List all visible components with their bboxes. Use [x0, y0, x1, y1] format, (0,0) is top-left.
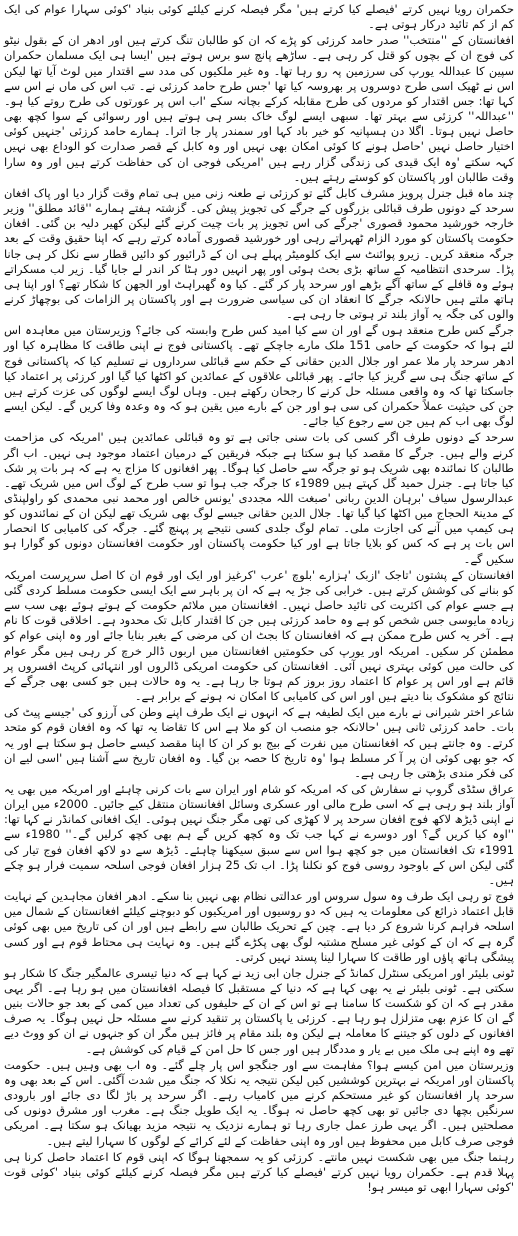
- article-paragraph: ٹونی بلیئر اور امریکی سنٹرل کمانڈ کے جنرل جان ابی زید نے کہا ہے کہ دنیا تیسری عالمگیر جنگ کا شکار ہو سکتی ہے۔ ٹونی بلیئر نے یہ بھی کہا ہے کہ دنیا کے مستقبل کا فیصلہ افغانستان میں ہو رہا ہے۔ اگر یہی مقدر ہے کہ ان کو شکست کا سامنا ہے تو اس کے ان کے حلیفوں کی تعداد میں کمی کے بعد جو حالات بنیں گے ان کا عزم بھی متزلزل ہو رہا ہے۔ کرزئی یا پاکستان پر تنقید کرنے سے مسئلہ حل نہیں ہوگا۔ یہ صرف افغانوں کے دلوں کو جیتنے کا معاملہ ہے لیکن وہ بلند مقام پر فائز ہیں مگر ان کو جنہوں نے ان کو ووٹ دیے تھے وہ اپنے ہی ملک میں بے یار و مددگار ہیں اور جس کا حل امن کے قیام کی کوشش ہے۔: [4, 965, 514, 1056]
- article-paragraph: عراق سٹڈی گروپ نے سفارش کی کہ امریکہ کو شام اور ایران سے بات کرنی چاہئے اور امریکہ میں بھی یہ آواز بلند ہو رہی ہے کہ اسی طرح مالی اور عسکری وسائل افغانستان منتقل کیے جائیں۔ 2000ء میں ایران نے اپنی ڈیڑھ لاکھ فوج افغان سرحد پر لا کھڑی کی تھی مگر جنگ نہیں ہوئی۔ ایک افغانی کمانڈر نے کہا تھا: ''اوہ کیا کریں گے؟ اور دوسرے نے کہا جب تک وہ کچھ کریں گے ہم بھی کچھ کرلیں گے۔'' 1980ء سے 1991ء تک افغانستان میں جو کچھ ہوا اس سے سبق سیکھنا چاہئے۔ ڈیڑھ سے دو لاکھ افغان فوج تیار کی گئی لیکن اس کے باوجود روسی فوج کو نکلنا پڑا۔ اب تک 25 ہزار افغان فوجی اسلحہ سمیت فرار ہو چکے ہیں۔: [4, 781, 515, 887]
- article-paragraph: سرحد کے دونوں طرف اگر کسی کی بات سنی جاتی ہے تو وہ قبائلی عمائدین ہیں 'امریکہ کی مزاحمت کرنے والے ہیں۔ جرگے کا مقصد کیا ہو سکتا ہے جبکہ فریقین کے درمیان اعتماد موجود ہی نہیں۔ اب اگر طالبان کا نمائندہ بھی شریک ہو تو جرگہ سے حاصل کیا ہوگا۔ پھر افغانوں کا مزاج یہ ہے کہ ہر بات پر شک کیا جاتا ہے۔ جنرل حمید گل کہتے ہیں 1989ء کا جرگہ جب ہوا تو سب طرح کے لوگ اس میں شریک تھے۔ عبدالرسول سیاف 'برہان الدین ربانی 'صبغت اللہ مجددی 'یونس خالص اور محمد نبی محمدی کو راولپنڈی کے مدینۃ الحجاج میں اکٹھا کیا گیا تھا۔ جلال الدین حقانی جیسے لوگ بھی شریک تھے لیکن ان کے نمائندوں کو ہی کیمپ میں آنے کی اجازت ملی۔ تمام لوگ جلدی کسی نتیجے پر پہنچ گئے۔ جرگہ کی کامیابی کا انحصار اس بات پر ہے کہ کس کو بلایا جاتا ہے اور کیا حکومت پاکستان اور حکومت افغانستان دونوں کو گوارا ہو سکیں گے۔: [4, 430, 514, 566]
- article-paragraph: چند ماہ قبل جنرل پرویز مشرف کابل گئے تو کرزئی نے طعنہ زنی میں ہی تمام وقت گزار دیا اور پاک افغان سرحد کے دونوں طرف قبائلی بزرگوں کے جرگے کی تجویز پیش کی۔ گزشتہ ہفتے ہمارے ''قائد مطلق'' وزیر خارجہ خورشید محمود قصوری 'جرگے کی اس تجویز پر بات چیت کرنے گئے لیکن کھیر دلیہ بن گئی۔ افغان حکومت پاکستان کو مورد الزام ٹھہراتے رہی اور خورشید قصوری آمادہ کرتے رہے کہ اپنا حقیق وقت کے بعد جرگہ منعقد کریں۔ زیرو پوائنٹ سے ایک کلومیٹر پہلے ہی ان کے ڈرائیور کو دائیں قطار سے نکل کر ہی جانا پڑا۔ سرحدی انتظامیہ کے ساتھ بڑی بحث ہوئی اور پھر انہیں دور ہٹا کر اندر لے جایا گیا۔ زیر لب مسکراتے ہوئے وہ قافلے کے ساتھ آگے بڑھے اور سرحد پار کر گئے۔ کیا وہ گھبراہٹ اور الجھن کا شکار تھے؟ اور اپنا ہی ہاتھ ملتے ہیں حالانکہ جرگے کا انعقاد ان کی سیاسی ضرورت ہے اور پاکستان پر الزامات کی بوچھاڑ کرنے والوں کی جگہ یہ آواز بلند تر ہوتی جا رہی ہے۔: [4, 185, 514, 322]
- article-paragraph: جرگے کس طرح منعقد ہوں گے اور ان سے کیا امید کس طرح وابستہ کی جائے؟ وزیرستان میں معاہدہ اس لئے ہوا کہ حکومت کے حامی 151 ملک مارے جاچکے تھے۔ پاکستانی فوج نے اپنی طاقت کا مظاہرہ کیا اور ادھر سرحد پار ملا عمر اور جلال الدین حقانی کے حکم سے قبائلی سرداروں نے تسلیم کیا کہ پاکستانی فوج کے ساتھ جنگ ہی سے گریز کیا جائے۔ پھر قبائلی علاقوں کے عمائدین کو اکٹھا کیا گیا اور کرزئی پر اعتماد کیا جاسکتا تھا کہ وہ واقعی مسئلہ حل کرنے کا رجحان رکھتے ہیں۔ وہاں لوگ ایسے لوگوں کی عزت کرتے ہیں جن کی حیثیت عملاً حکمران کی سی ہو اور جن کے بارے میں یقین ہو کہ وہ وعدہ وفا کریں گے۔ لیکن ایسے لوگ بھی اب کم ہیں جن سے رجوع کیا جائے۔: [4, 323, 514, 429]
- article-paragraph: افغانستان کے پشتون 'تاجک 'ازبک 'ہزارے 'بلوچ 'عرب 'کرغیز اور ایک اور قوم ان کا اصل سرپرست امریکہ کو بنانے کی کوشش کرتے ہیں۔ خرابی کی جڑ یہ ہے کہ ان پر باہر سے ایک ایسی حکومت مسلط کردی گئی ہے جسے عوام کی اکثریت کی تائید حاصل نہیں۔ افغانستان میں ملائم حکومت کے ہوتے ہوئے بھی سب سے زیادہ مایوسی جس شخص کو ہے وہ حامد کرزئی ہیں جن کا اقتدار کابل تک محدود ہے۔ اخلاقی قوت کا نام ہے۔ آخر یہ کس طرح ممکن ہے کہ افغانستان کا بجٹ ان کی مرضی کے بغیر بنایا جائے اور وہ اپنی عوام کو مطمئن کر سکیں۔ امریکہ اور یورپ کی حکومتیں افغانستان میں اربوں ڈالر خرچ کر رہی ہیں مگر عوام کی حالت میں کوئی بہتری نہیں آئی۔ افغانستان کی حکومت امریکی ڈالروں اور انتہائی کرپٹ افسروں پر قائم ہے اور اس پر عوام کا اعتماد روز بروز کم ہوتا جا رہا ہے۔ یہ وہ حالات ہیں جو کسی بھی جرگے کے نتائج کو مشکوک بنا دیتے ہیں اور اس کی کامیابی کا امکان نہ ہونے کے برابر ہے۔: [4, 567, 514, 704]
- article-paragraph: شاعر اختر شیرانی نے بارے میں ایک لطیفہ ہے کہ انہوں نے ایک طرف اپنے وطن کی آرزو کی 'جیسے پیٹ کی بات۔ حامد کرزئی ثانی ہیں 'حالانکہ جو منصب ان کو ملا ہے اس کا تقاضا یہ تھا کہ وہ افغان قوم کو متحد کرتے۔ وہ جانتے ہیں کہ افغانستان میں نفرت کے بیج بو کر ان کا اپنا مقصد کیسے حاصل ہو سکتا ہے اور یہ کہ جو بھی کوئی ان پر آ کر مسلط ہوا 'وہ تاریخ کا حصہ بن گیا۔ وہ افغان تاریخ سے آشنا ہیں 'اسی لیے ان کی فکر مندی بڑھتی جا رہی ہے۔: [4, 705, 514, 780]
- article-paragraph: رہنما جنگ میں بھی شکست نہیں مانتے۔ کرزئی کو یہ سمجھنا ہوگا کہ اپنی قوم کا اعتماد حاصل کرنا ہی پہلا قدم ہے۔ حکمران رویا نہیں کرتے 'فیصلے کیا کرتے ہیں مگر فیصلہ کرنے کیلئے کوئی بنیاد 'کوئی قوت 'کوئی سہارا ابھی تو میسر ہو!: [4, 1149, 514, 1195]
- article-paragraph: وزیرستان میں امن کیسے ہوا؟ مفاہمت سے اور جنگجو اس پار چلے گئے۔ وہ اب بھی وہیں ہیں۔ حکومت پاکستان اور امریکہ نے بہترین کوششیں کیں لیکن نتیجہ یہ نکلا کہ جنگ میں شدت آگئی۔ اس کے بعد بھی وہ سرحد پار افغانستان کو غیر مستحکم کرنے میں کامیاب رہے۔ اگر سرحد پر باڑ لگا دی جائے اور بارودی سرنگیں بچھا دی جائیں تو بھی کچھ حاصل نہ ہوگا۔ یہ ایک طویل جنگ ہے۔ مغرب اور مشرق دونوں کی مصلحتیں ہیں۔ اگر یہی طرز عمل جاری رہا تو ہمارے نزدیک یہ نتیجہ مزید بھیانک ہو سکتا ہے۔ امریکی فوجی صرف کابل میں محفوظ ہیں اور وہ اپنی حفاظت کے لئے کرائے کے لوگوں کا سہارا لیتے ہیں۔: [4, 1057, 514, 1148]
- article-paragraph: فوج تو رہی ایک طرف وہ سول سروس اور عدالتی نظام بھی نہیں بنا سکے۔ ادھر افغان مجاہدین کے نہایت قابل اعتماد ذرائع کی معلومات یہ ہیں کہ دو روسیوں اور امریکیوں کو دبوچنے کیلئے افغانستان کے شمال میں اسلحہ فراہم کرنا شروع کر دیا ہے۔ چین کے تحریک طالبان سے رابطے ہیں اور ان کی تاریخ میں بھی کوئی گرہ ہے کہ ان کے کوئی غیر مسلح مشتبہ لوگ بھی پکڑے گئے ہیں۔ وہ نہایت ہی محتاط قوم ہے اور کسی پیشگی ہاتھ پاؤں اور طاقت کا سہارا لینا پسند نہیں کرتی۔: [4, 889, 514, 964]
- article-paragraph: افغانستان کے ''منتخب'' صدر حامد کرزئی کو پڑے کہ ان کو طالبان تنگ کرتے ہیں اور ادھر ان کے بقول نیٹو کی فوج ان کے بچوں کو قتل کر رہی ہے۔ ساڑھے پانچ سو برس ہوتے ہیں 'ایسا ہی ایک مسلمان حکمران سپین کا عبداللہ یورپ کی سرزمین پہ رو رہا تھا۔ وہ غیر ملکیوں کی مدد سے اقتدار میں لوٹ آیا تھا لیکن اس نے ٹھیک اسی طرح دوسروں پر بھروسہ کیا تھا 'جس طرح حامد کرزئی نے۔ تب اس کی ماں نے اس سے کہا تھا: جس اقتدار کو مردوں کی طرح مقابلہ کرکے بچانہ سکے 'اب اس پر عورتوں کی طرح روتے کیا ہو۔ ''عبداللہ'' کرزئی سے بہتر تھا۔ سبھی ایسے لوگ خاک بسر ہی ہوتے ہیں اور رسوائی کے سوا کچھ بھی حاصل نہیں ہوتا۔ اگلا دن ہسپانیہ کو خیر باد کہا اور سمندر پار جا اترا۔ ہمارے حامد کرزئی 'جنہیں کوئی اختیار حاصل نہیں 'حاصل ہونے کا کوئی امکان بھی نہیں اور وہ کابل کے قصر صدارت کو الوداع بھی نہیں کہہ سکتے 'وہ ایک قیدی کی زندگی گزار رہے ہیں 'امریکی فوجی ان کی حفاظت کرتے ہیں اور وہ سارا وقت طالبان اور پاکستان کو کوستے رہتے ہیں۔: [4, 33, 514, 184]
- article-paragraph: حکمران رویا نہیں کرتے 'فیصلے کیا کرتے ہیں' مگر فیصلہ کرنے کیلئے کوئی بنیاد 'کوئی سہارا عوام کی ایک کم از کم تائید درکار ہوتی ہے۔: [4, 2, 514, 32]
